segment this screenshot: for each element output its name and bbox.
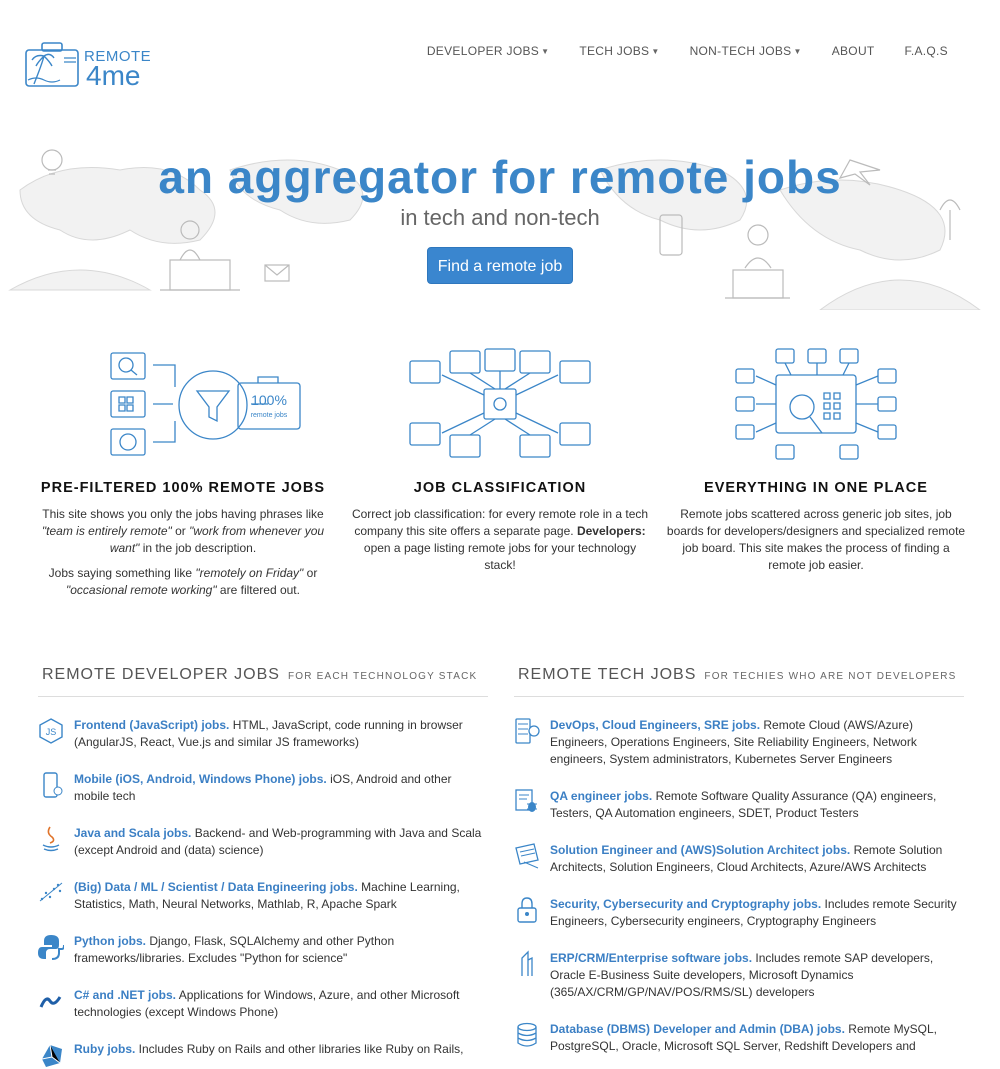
nav-faqs-label: F.A.Q.S: [904, 44, 948, 58]
nav-developer-jobs-label: DEVELOPER JOBS: [426, 44, 540, 58]
nav-non-tech-jobs-label: NON-TECH JOBS: [689, 44, 792, 58]
python-jobs-link[interactable]: Python jobs.: [74, 934, 146, 948]
data-science-icon: [38, 879, 64, 907]
developer-jobs-title: REMOTE DEVELOPER JOBS: [42, 666, 280, 683]
job-description: Includes Ruby on Rails and other libraries like Ruby on Rails,: [135, 1042, 464, 1056]
list-item: [38, 987, 488, 1021]
quote-phrase: "occasional remote working": [66, 583, 217, 597]
feature-classification: [350, 345, 650, 582]
developer-jobs-column: [38, 666, 488, 1058]
job-description: Backend- and Web-programming with Java and Scala (except Android and (data) science): [74, 826, 482, 857]
nav-tech-jobs-label: TECH JOBS: [579, 44, 650, 58]
chevron-down-icon: ▼: [793, 46, 802, 56]
text-fragment: open a page listing remote jobs for your technology stack!: [363, 541, 637, 572]
job-description: Remote MySQL, PostgreSQL, Oracle, Microsoft SQL Server, Redshift Developers and: [550, 1022, 937, 1053]
quote-phrase: "remotely on Friday": [195, 566, 304, 580]
filter-funnel-illustration-icon: [63, 345, 303, 463]
ruby-jobs-link[interactable]: Ruby jobs.: [74, 1042, 136, 1056]
feature-prefiltered-text-1: [33, 506, 333, 557]
nav-tech-jobs[interactable]: [579, 44, 659, 58]
mobile-icon: [38, 771, 64, 799]
tech-jobs-subtitle: FOR TECHIES WHO ARE NOT DEVELOPERS: [704, 671, 957, 682]
list-item: [38, 771, 488, 805]
frontend-jobs-link[interactable]: Frontend (JavaScript) jobs.: [74, 718, 230, 732]
js-icon: [38, 717, 64, 745]
feature-one-place-text: Remote jobs scattered across generic job sites, job boards for developers/designers and specialized remote job board. This site makes the process of finding a remote job easier.: [666, 507, 966, 572]
list-item: [514, 788, 964, 822]
erp-crm-jobs-link[interactable]: ERP/CRM/Enterprise software jobs.: [550, 951, 753, 965]
list-item: [514, 950, 964, 1001]
features-section: [0, 345, 1000, 615]
devops-jobs-link[interactable]: DevOps, Cloud Engineers, SRE jobs.: [550, 718, 761, 732]
briefcase-palm-logo-icon: [24, 40, 84, 88]
solution-architect-jobs-link[interactable]: Solution Engineer and (AWS)Solution Architect jobs.: [550, 843, 851, 857]
developer-jobs-subtitle: FOR EACH TECHNOLOGY STACK: [287, 671, 478, 682]
nav-about-label: ABOUT: [831, 44, 875, 58]
job-description: Machine Learning, Statistics, Math, Neural Networks, Mathlab, R, Apache Spark: [74, 880, 460, 911]
dotnet-icon: [38, 987, 64, 1015]
feature-prefiltered-title: PRE-FILTERED 100% REMOTE JOBS: [40, 480, 326, 496]
logo-wordmark-remote: REMOTE: [84, 48, 152, 65]
text-fragment: This site shows you only the jobs having phrases like: [42, 507, 324, 521]
job-description: iOS, Android and other mobile tech: [74, 772, 452, 803]
job-classification-network-icon: [380, 345, 620, 463]
hero-subtitle: in tech and non-tech: [400, 205, 600, 230]
list-item: [38, 879, 488, 913]
csharp-dotnet-jobs-link[interactable]: C# and .NET jobs.: [74, 988, 177, 1002]
tech-jobs-column: [514, 666, 964, 1055]
badge-100-percent: 100%: [251, 392, 287, 408]
badge-remote-jobs: remote jobs: [250, 412, 288, 419]
hero-title: an aggregator for remote jobs: [158, 151, 842, 203]
nav-developer-jobs[interactable]: [427, 44, 549, 58]
quote-phrase: "work from whenever you want": [109, 524, 325, 555]
developers-highlight: Developers:: [576, 524, 646, 538]
data-ml-jobs-link[interactable]: (Big) Data / ML / Scientist / Data Engineering jobs.: [74, 880, 358, 894]
ruby-icon: [38, 1041, 64, 1069]
aggregation-dashboard-illustration-icon: [696, 345, 936, 463]
list-item: [514, 1021, 964, 1055]
developer-jobs-heading: [38, 666, 488, 697]
tech-jobs-title: REMOTE TECH JOBS: [518, 666, 697, 683]
qa-bug-icon: [514, 788, 540, 816]
feature-one-place-title: EVERYTHING IN ONE PLACE: [704, 480, 928, 496]
java-icon: [38, 825, 64, 853]
text-fragment: Jobs saying something like: [48, 566, 196, 580]
list-item: [514, 896, 964, 930]
security-lock-icon: [514, 896, 540, 924]
nav-non-tech-jobs[interactable]: [690, 44, 802, 58]
svg-text:JS: JS: [45, 727, 57, 737]
job-description: Remote Solution Architects, Solution Engineers, Cloud Architects, Azure/AWS Architects: [550, 843, 943, 874]
job-description: Includes remote SAP developers, Oracle E-Business Suite developers, Microsoft Dynamics (365/AX/CRM/GP/NAV/POS/RMS/SL) developers: [550, 951, 934, 999]
hero-section: [0, 110, 1000, 310]
nav-faqs[interactable]: [905, 44, 948, 58]
site-header: [0, 0, 1000, 110]
enterprise-building-icon: [514, 950, 540, 978]
quote-phrase: "team is entirely remote": [41, 524, 172, 538]
mobile-jobs-link[interactable]: Mobile (iOS, Android, Windows Phone) jobs.: [74, 772, 327, 786]
job-description: Remote Software Quality Assurance (QA) engineers, Testers, QA Automation engineers, SDET, Product Testers: [550, 789, 937, 820]
feature-one-place: [666, 345, 966, 582]
feature-prefiltered: [33, 345, 333, 607]
chevron-down-icon: ▼: [651, 46, 660, 56]
python-icon: [38, 933, 64, 961]
main-nav: [427, 44, 948, 58]
list-item: [38, 717, 488, 751]
list-item: [38, 933, 488, 967]
job-description: Remote Cloud (AWS/Azure) Engineers, Operations Engineers, Site Reliability Engineers, Network engineers, System administrators, Kubernetes Server Engineers: [550, 718, 917, 766]
text-fragment: in the job description.: [139, 541, 257, 555]
qa-jobs-link[interactable]: QA engineer jobs.: [550, 789, 653, 803]
feature-prefiltered-text-2: [33, 565, 333, 599]
database-icon: [514, 1021, 540, 1049]
architect-icon: [514, 842, 540, 870]
text-fragment: are filtered out.: [216, 583, 300, 597]
feature-classification-title: JOB CLASSIFICATION: [413, 480, 587, 496]
security-jobs-link[interactable]: Security, Cybersecurity and Cryptography jobs.: [550, 897, 822, 911]
text-fragment: or: [171, 524, 190, 538]
text-fragment: Correct job classification: for every remote role in a tech company this site offers a separate page.: [351, 507, 649, 538]
job-description: HTML, JavaScript, code running in browser (AngularJS, React, Vue.js and similar JS frameworks): [74, 718, 463, 749]
job-description: Django, Flask, SQLAlchemy and other Python frameworks/libraries. Excludes "Python for science": [74, 934, 395, 965]
job-description: Applications for Windows, Azure, and other Microsoft technologies (except Windows Phone): [74, 988, 460, 1019]
feature-classification-text: [350, 506, 650, 574]
list-item: [38, 1041, 488, 1058]
list-item: [38, 825, 488, 859]
tech-jobs-heading: [514, 666, 964, 697]
nav-about[interactable]: [832, 44, 875, 58]
find-remote-job-button[interactable]: Find a remote job: [427, 247, 573, 284]
java-scala-jobs-link[interactable]: Java and Scala jobs.: [74, 826, 192, 840]
database-jobs-link[interactable]: Database (DBMS) Developer and Admin (DBA) jobs.: [550, 1022, 845, 1036]
site-logo[interactable]: [24, 40, 152, 91]
list-item: [514, 717, 964, 768]
list-item: [514, 842, 964, 876]
text-fragment: or: [303, 566, 318, 580]
chevron-down-icon: ▼: [541, 46, 550, 56]
job-description: Includes remote Security Engineers, Cybersecurity engineers, Cryptography Engineers: [550, 897, 957, 928]
logo-wordmark-4me: 4me: [86, 60, 141, 91]
devops-icon: [514, 717, 540, 745]
